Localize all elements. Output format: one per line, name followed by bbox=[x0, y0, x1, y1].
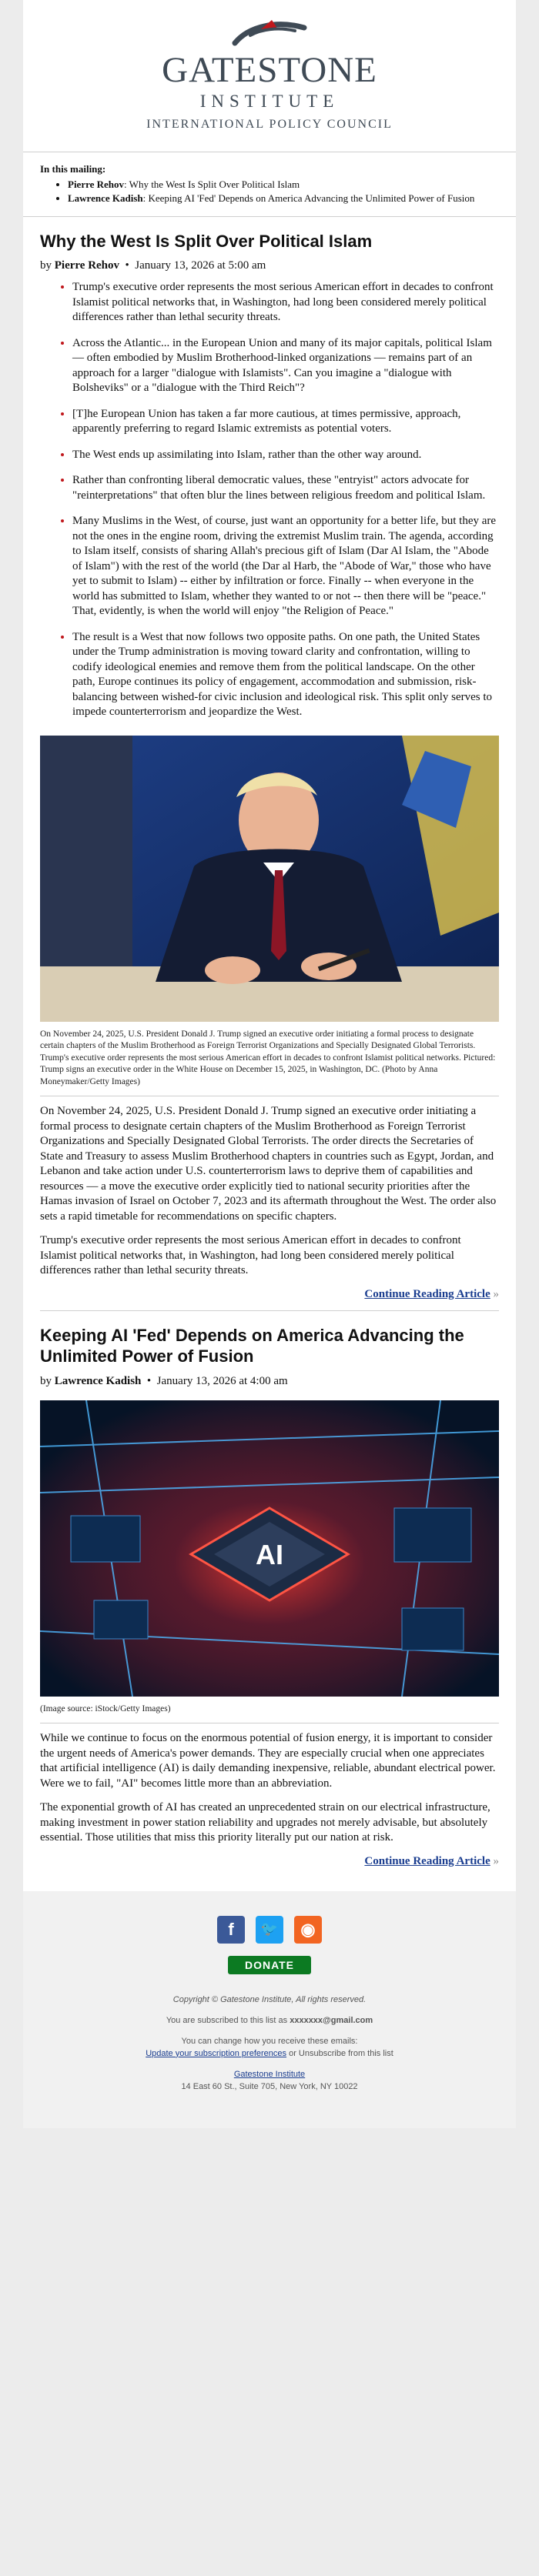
unsubscribe-text[interactable]: or Unsubscribe from this list bbox=[286, 2048, 393, 2058]
header bbox=[23, 0, 516, 152]
body-paragraph: The exponential growth of AI has created an unprecedented strain on our electrical infrastructure, making investment in power station reliability and upgrades not merely advisable, but absolutely essential. Those utilities that miss this priority literally put our nation at risk. bbox=[40, 1801, 490, 1844]
article-title[interactable]: Keeping AI 'Fed' Depends on America Advancing the Unlimited Power of Fusion bbox=[40, 1325, 464, 1366]
social-links bbox=[23, 1916, 516, 1944]
summary-bullet: • The West ends up assimilating into Islam, rather than the other way around. bbox=[72, 448, 499, 463]
in-this-mailing bbox=[23, 152, 516, 217]
body-paragraph: While we continue to focus on the enormous potential of fusion energy, it is important to consider the urgent needs of America's power demands. They are especially crucial when one appreciates that artificial intelligence (AI) is daily demanding inexpensive, reliable, abundant electrical power. Were we to fail, "AI" becomes little more than an abbreviation. bbox=[40, 1732, 496, 1790]
continue-reading-link[interactable]: Continue Reading Article bbox=[364, 1854, 490, 1867]
summary-bullet: • The result is a West that now follows two opposite paths. On one path, the United States under the Trump administration is moving toward clarity and confrontation, willing to codify ideological enemies and remove them from the political landscape. On the other path, Europe continues its policy of engagement, accommodation and submission, risk-balancing between wished-for civic inclusion and ideological risk. This split only serves to impede counterterrorism and jeopardize the West. bbox=[72, 630, 499, 720]
chip-label: AI bbox=[256, 1538, 283, 1570]
twitter-icon[interactable]: 🐦 bbox=[256, 1916, 283, 1944]
summary-bullet: • Across the Atlantic... in the European Union and many of its major capitals, political Islam — often embodied by Muslim Brotherhood-linked organizations — remains part of an approach for a larger "dialogue with Islamists". Can you imagine a "dialogue with Bolsheviks" or a "dialogue with the Third Reich"? bbox=[72, 336, 499, 396]
byline: by Pierre Rehov • January 13, 2026 at 5:00 am bbox=[40, 259, 266, 272]
logo-council: INTERNATIONAL POLICY COUNCIL bbox=[146, 118, 393, 131]
continue-reading bbox=[40, 1288, 499, 1301]
divider bbox=[40, 1310, 499, 1311]
gatestone-logo-mark bbox=[227, 17, 312, 48]
logo-institute: INSTITUTE bbox=[199, 92, 340, 111]
byline: by Lawrence Kadish • January 13, 2026 at 4:00 am bbox=[40, 1374, 288, 1387]
article-photo-trump-signing bbox=[40, 736, 499, 1022]
summary-bullet: • Rather than confronting liberal democratic values, these "entryist" actors advocate for "reinterpretations" that often blur the lines between religious freedom and political Islam. bbox=[72, 473, 499, 503]
article-photo-ai-chip bbox=[40, 1400, 499, 1697]
chevron-right-icon: » bbox=[493, 1287, 499, 1300]
subscribed-prefix: You are subscribed to this list as bbox=[166, 2015, 290, 2025]
mailing-item[interactable] bbox=[68, 192, 499, 205]
article-date: January 13, 2026 at 5:00 am bbox=[135, 259, 266, 272]
logo-name: GATESTONE bbox=[162, 50, 377, 90]
body-paragraph: On November 24, 2025, U.S. President Donald J. Trump signed an executive order initiating a formal process to designate certain chapters of the Muslim Brotherhood as Foreign Terrorist Organizations and Specially Designated Global Terrorists. The order directs the Secretaries of State and Treasury to assess Muslim Brotherhood chapters in countries such as Egypt, Jordan, and Lebanon and take action under U.S. counterterrorism laws to deprive them of capabilities and resources — a move the executive order explicitly tied to national security priorities after the Hamas invasion of Israel on October 7, 2023 and its aftermath throughout the West. The order also sets a rapid timetable for recommendations on specific chapters. bbox=[40, 1105, 497, 1223]
facebook-icon[interactable]: f bbox=[217, 1916, 245, 1944]
preferences-line bbox=[23, 2036, 516, 2060]
mailing-item[interactable] bbox=[68, 179, 499, 191]
photo-caption: On November 24, 2025, U.S. President Donald J. Trump signed an executive order initiating a formal process to designate certain chapters of the Muslim Brotherhood as Foreign Terrorist Organizations and Specially Designated Global Terrorists. Trump's executive order represents the most serious American effort in decades to confront Islamist political networks. Pictured: Trump signs an executive order in the White House on December 15, 2025, in Washington, DC. (Photo by Anna Moneymaker/Getty Images) bbox=[40, 1029, 496, 1086]
author-link[interactable]: Pierre Rehov bbox=[54, 259, 120, 272]
continue-reading-link[interactable]: Continue Reading Article bbox=[364, 1287, 490, 1300]
continue-reading bbox=[40, 1855, 499, 1868]
mailing-item-title: : Why the West Is Split Over Political Islam bbox=[124, 179, 300, 190]
rss-icon[interactable]: ◉ bbox=[294, 1916, 322, 1944]
summary-bullet: • Many Muslims in the West, of course, just want an opportunity for a better life, but they are not the ones in the engine room, driving the extremist Muslim train. The agenda, according to Islam itself, consists of sharing Allah's precious gift of Islam (Dar Al Islam, the "Abode of Islam") with the rest of the world (the Dar al Harb, the "Abode of War," those who have yet to submit to Islam) -- either by infiltration or force. Finally -- when everyone in the world has submitted to Islam, whether they wanted to or not -- then there will be "peace." That, evidently, is when the world will enjoy "the Religion of Peace." bbox=[72, 514, 499, 619]
article-date: January 13, 2026 at 4:00 am bbox=[156, 1374, 288, 1387]
chevron-right-icon: » bbox=[493, 1854, 499, 1867]
article-body bbox=[40, 1104, 499, 1279]
article-west-split bbox=[23, 231, 516, 1311]
summary-bullet: • [T]he European Union has taken a far more cautious, at times permissive, approach, apparently preferring to regard Islamic extremists as potential voters. bbox=[72, 407, 499, 437]
body-paragraph: Trump's executive order represents the most serious American effort in decades to confront Islamist political networks that, in Washington, had long been considered merely political differences rather than lethal security threats. bbox=[40, 1234, 461, 1277]
footer bbox=[23, 1891, 516, 2128]
summary-bullet: • Trump's executive order represents the most serious American effort in decades to confront Islamist political networks that, in Washington, had long been considered merely political differences rather than lethal security threats. bbox=[72, 280, 499, 325]
subscriber-email: xxxxxxx@gmail.com bbox=[290, 2015, 373, 2025]
mailing-item-author: Lawrence Kadish bbox=[68, 192, 143, 205]
org-name-link[interactable]: Gatestone Institute bbox=[233, 2070, 306, 2080]
article-ai-fusion bbox=[23, 1325, 516, 1868]
article-body bbox=[40, 1731, 499, 1846]
mailing-item-title: : Keeping AI 'Fed' Depends on America Advancing the Unlimited Power of Fusion bbox=[142, 192, 475, 205]
summary-bullets bbox=[40, 280, 499, 720]
mailing-title: In this mailing: bbox=[40, 163, 106, 175]
author-link[interactable]: Lawrence Kadish bbox=[54, 1374, 142, 1387]
subscription-line bbox=[23, 2015, 516, 2027]
byline-by: by bbox=[40, 1374, 52, 1387]
photo-caption: (Image source: iStock/Getty Images) bbox=[40, 1703, 171, 1713]
article-title[interactable]: Why the West Is Split Over Political Islam bbox=[40, 231, 373, 251]
update-preferences-link[interactable]: Update your subscription preferences bbox=[146, 2048, 287, 2058]
mailing-item-author: Pierre Rehov bbox=[68, 179, 125, 190]
byline-by: by bbox=[40, 259, 52, 272]
newsletter bbox=[23, 0, 516, 2128]
donate-button[interactable]: DONATE bbox=[228, 1956, 311, 1974]
org-address bbox=[23, 2069, 516, 2093]
address: 14 East 60 St., Suite 705, New York, NY 10022 bbox=[181, 2081, 358, 2091]
change-text: You can change how you receive these emails: bbox=[181, 2037, 358, 2047]
copyright: Copyright © Gatestone Institute, All rights reserved. bbox=[172, 1994, 367, 2004]
